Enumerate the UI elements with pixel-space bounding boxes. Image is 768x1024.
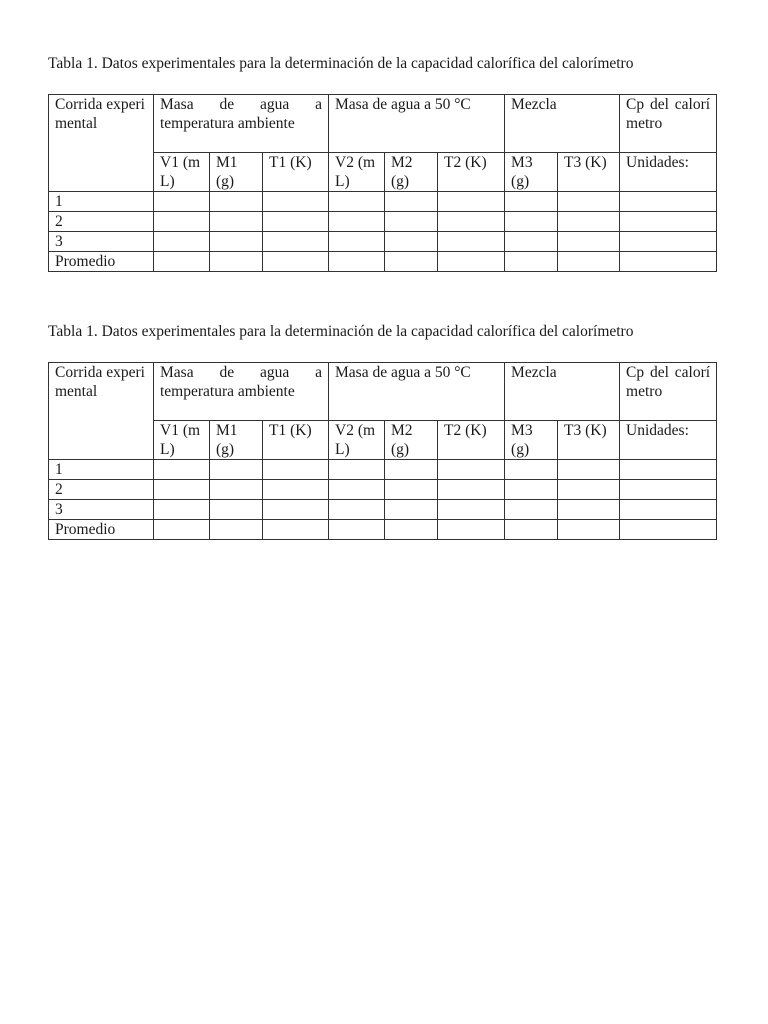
empty-cell — [329, 520, 385, 540]
empty-cell — [263, 232, 329, 252]
row-label: Promedio — [49, 520, 154, 540]
empty-cell — [438, 520, 505, 540]
empty-cell — [210, 460, 263, 480]
empty-cell — [263, 212, 329, 232]
header-cp: Cp del calorímetro — [620, 95, 717, 153]
subheader-cell: M1 (g) — [210, 153, 263, 192]
row-label: 3 — [49, 500, 154, 520]
subheader-cell: M2 (g) — [385, 421, 438, 460]
empty-cell — [154, 252, 210, 272]
row-label: 1 — [49, 192, 154, 212]
empty-cell — [154, 500, 210, 520]
subheader-cell: M3 (g) — [505, 421, 558, 460]
empty-cell — [558, 480, 620, 500]
empty-cell — [329, 480, 385, 500]
table-row — [49, 192, 717, 212]
empty-cell — [154, 460, 210, 480]
empty-cell — [154, 192, 210, 212]
header-row — [49, 363, 717, 421]
subheader-cell: V2 (mL) — [329, 421, 385, 460]
subheader-cell: V2 (mL) — [329, 153, 385, 192]
empty-cell — [558, 212, 620, 232]
table-row — [49, 232, 717, 252]
subheader-cell: T3 (K) — [558, 153, 620, 192]
empty-cell — [210, 500, 263, 520]
empty-cell — [438, 252, 505, 272]
empty-cell — [210, 232, 263, 252]
empty-cell — [505, 232, 558, 252]
empty-cell — [263, 460, 329, 480]
empty-cell — [558, 460, 620, 480]
subheader-cell: M3 (g) — [505, 153, 558, 192]
empty-cell — [620, 520, 717, 540]
data-table — [48, 362, 717, 540]
subheader-cell: T2 (K) — [438, 421, 505, 460]
empty-cell — [263, 480, 329, 500]
header-hot-water: Masa de agua a 50 °C — [329, 363, 505, 421]
empty-cell — [154, 480, 210, 500]
empty-cell — [505, 500, 558, 520]
table-row — [49, 252, 717, 272]
empty-cell — [154, 212, 210, 232]
row-label: 2 — [49, 212, 154, 232]
table-caption: Tabla 1. Datos experimentales para la determinación de la capacidad calorífica del calorímetro — [48, 323, 634, 340]
data-table — [48, 94, 717, 272]
empty-cell — [154, 232, 210, 252]
empty-cell — [558, 252, 620, 272]
empty-cell — [620, 460, 717, 480]
table-row — [49, 500, 717, 520]
row-label: 3 — [49, 232, 154, 252]
subheader-cell: M1 (g) — [210, 421, 263, 460]
empty-cell — [329, 252, 385, 272]
empty-cell — [385, 252, 438, 272]
empty-cell — [620, 252, 717, 272]
empty-cell — [620, 232, 717, 252]
empty-cell — [558, 192, 620, 212]
empty-cell — [438, 212, 505, 232]
empty-cell — [154, 520, 210, 540]
empty-cell — [210, 480, 263, 500]
empty-cell — [210, 192, 263, 212]
table-row — [49, 520, 717, 540]
empty-cell — [385, 500, 438, 520]
empty-cell — [620, 480, 717, 500]
header-cp: Cp del calorímetro — [620, 363, 717, 421]
header-row — [49, 95, 717, 153]
empty-cell — [558, 520, 620, 540]
table-caption: Tabla 1. Datos experimentales para la determinación de la capacidad calorífica del calorímetro — [48, 55, 634, 72]
empty-cell — [329, 212, 385, 232]
subheader-cell: Unidades: — [620, 153, 717, 192]
empty-cell — [263, 520, 329, 540]
table-row — [49, 460, 717, 480]
empty-cell — [438, 500, 505, 520]
empty-cell — [210, 520, 263, 540]
header-mixture: Mezcla — [505, 363, 620, 421]
empty-cell — [558, 500, 620, 520]
empty-cell — [438, 460, 505, 480]
empty-cell — [620, 212, 717, 232]
empty-cell — [385, 460, 438, 480]
empty-cell — [505, 520, 558, 540]
header-mixture: Mezcla — [505, 95, 620, 153]
empty-cell — [558, 232, 620, 252]
subheader-cell: T2 (K) — [438, 153, 505, 192]
subheader-cell: Unidades: — [620, 421, 717, 460]
header-ambient-water: Masa de agua a temperatura ambiente — [154, 95, 329, 153]
empty-cell — [263, 252, 329, 272]
empty-cell — [505, 212, 558, 232]
empty-cell — [505, 460, 558, 480]
header-hot-water: Masa de agua a 50 °C — [329, 95, 505, 153]
row-label: 1 — [49, 460, 154, 480]
empty-cell — [620, 500, 717, 520]
empty-cell — [329, 500, 385, 520]
empty-cell — [505, 192, 558, 212]
table-row — [49, 212, 717, 232]
empty-cell — [385, 192, 438, 212]
empty-cell — [210, 212, 263, 232]
empty-cell — [210, 252, 263, 272]
subheader-cell: V1 (mL) — [154, 153, 210, 192]
empty-cell — [438, 232, 505, 252]
empty-cell — [329, 192, 385, 212]
row-label: Promedio — [49, 252, 154, 272]
subheader-cell: T3 (K) — [558, 421, 620, 460]
subheader-cell: T1 (K) — [263, 421, 329, 460]
subheader-cell: M2 (g) — [385, 153, 438, 192]
empty-cell — [385, 520, 438, 540]
empty-cell — [505, 480, 558, 500]
header-ambient-water: Masa de agua a temperatura ambiente — [154, 363, 329, 421]
empty-cell — [385, 212, 438, 232]
empty-cell — [329, 460, 385, 480]
subheader-cell: T1 (K) — [263, 153, 329, 192]
subheader-cell: V1 (mL) — [154, 421, 210, 460]
empty-cell — [263, 500, 329, 520]
table-block-1 — [48, 54, 716, 272]
empty-cell — [505, 252, 558, 272]
table-block-2 — [48, 322, 716, 540]
empty-cell — [438, 480, 505, 500]
empty-cell — [263, 192, 329, 212]
empty-cell — [385, 232, 438, 252]
header-run: Corrida experimental — [49, 95, 154, 192]
empty-cell — [329, 232, 385, 252]
empty-cell — [438, 192, 505, 212]
header-run: Corrida experimental — [49, 363, 154, 460]
empty-cell — [385, 480, 438, 500]
row-label: 2 — [49, 480, 154, 500]
table-row — [49, 480, 717, 500]
empty-cell — [620, 192, 717, 212]
